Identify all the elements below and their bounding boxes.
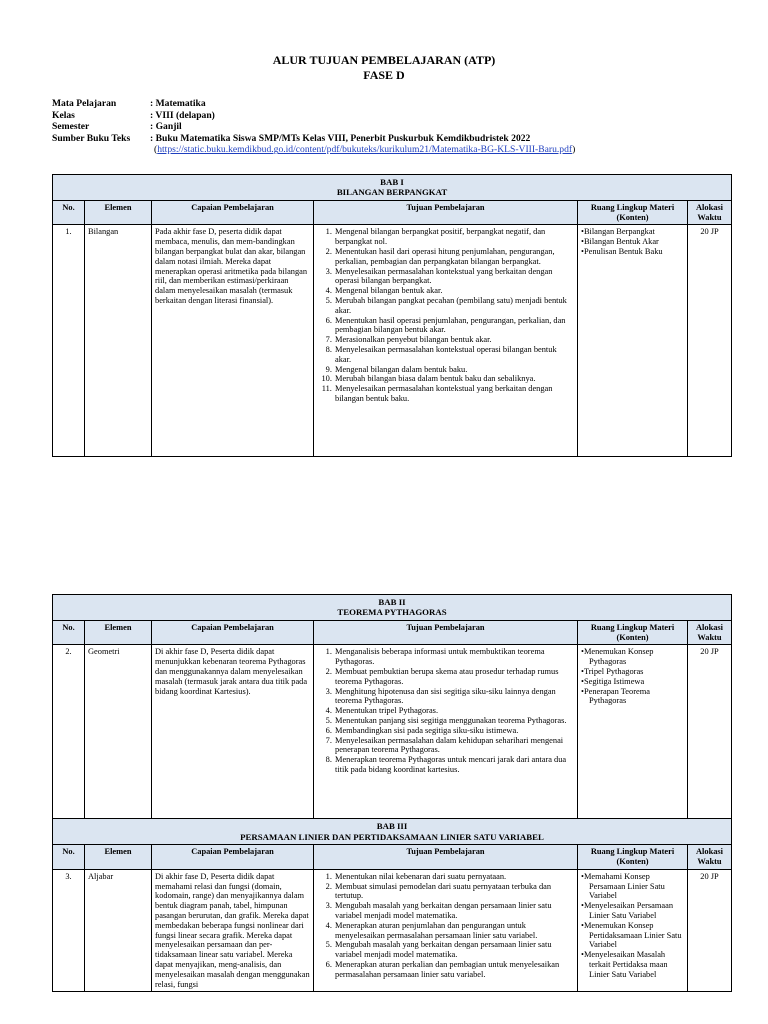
list-item: 8. Menerapkan teorema Pythagoras untuk mencari jarak dari antara dua titik pada bidang koordinat kartesius. — [334, 755, 574, 775]
list-item: 1. Menentukan nilai kebenaran dari suatu pernyataan. — [334, 872, 574, 882]
meta-value: : Buku Matematika Siswa SMP/MTs Kelas VIII, Penerbit Puskurbuk Kemdikbudristek 2022 — [150, 132, 531, 144]
meta-key: Sumber Buku Teks — [52, 132, 131, 144]
row-no: 3. — [53, 869, 85, 992]
row-tujuan — [314, 225, 578, 457]
list-item: • Menemukan Konsep Pythagoras — [581, 647, 684, 667]
list-item: 6. Menerapkan aturan perkalian dan pembagian untuk menyelesaikan permasalahan persamaan linier satu variabel. — [334, 960, 574, 980]
table-row — [53, 225, 732, 457]
list-item: • Bilangan Bentuk Akar — [581, 237, 684, 247]
row-alokasi: 20 JP — [688, 645, 732, 819]
list-item: • Memahami Konsep Persamaan Linier Satu Variabel — [581, 872, 684, 901]
bab-number: BAB III — [376, 821, 408, 832]
list-item: 11. Menyelesaikan permasalahan kontekstual yang berkaitan dengan bilangan bentuk baku. — [334, 384, 574, 404]
bab-name: PERSAMAAN LINIER DAN PERTIDAKSAMAAN LINIER SATU VARIABEL — [240, 831, 544, 842]
meta-value: : VIII (delapan) — [150, 109, 215, 121]
header-alokasi: Alokasi Waktu — [688, 200, 732, 225]
list-item: • Segitiga Istimewa — [581, 677, 684, 687]
bab-name: TEOREMA PYTHAGORAS — [337, 607, 447, 618]
row-capaian: Di akhir fase D, Peserta didik dapat memahami relasi dan fungsi (domain, kodomain, range) dan menyajikannya dalam bentuk diagram panah, tabel, himpunan pasangan berurutan, dan grafik. Mereka dapat membedakan beberapa fungsi nonlinear dari fungsi linear secara grafik. Mereka dapat menyelesaikan persamaan dan per-tidaksamaan linear satu variabel. Mereka dapat menyajikan, meng-analisis, dan menyelesaikan masalah dengan menggunakan relasi, fungsi — [152, 869, 314, 992]
tujuan-list — [317, 227, 574, 403]
list-item: 6. Menentukan hasil operasi penjumlahan, pengurangan, perkalian, dan pembagian bilangan bentuk akar. — [334, 316, 574, 336]
list-item: • Penerapan Teorema Pythagoras — [581, 687, 684, 707]
header-tujuan: Tujuan Pembelajaran — [314, 845, 578, 870]
list-item: 4. Menerapkan aturan penjumlahan dan pengurangan untuk menyelesaikan permasalahan persamaan linier satu variabel. — [334, 921, 574, 941]
bab-heading — [53, 595, 732, 621]
header-capaian: Capaian Pembelajaran — [152, 200, 314, 225]
link-open-paren: ( — [154, 144, 158, 156]
row-no: 2. — [53, 645, 85, 819]
bab-2-3-table — [52, 594, 732, 992]
ruang-lingkup-list — [581, 227, 684, 256]
meta-value: : Ganjil — [150, 121, 182, 133]
header-ruang-lingkup: Ruang Lingkup Materi (Konten) — [578, 620, 688, 645]
header-elemen: Elemen — [85, 845, 152, 870]
header-elemen: Elemen — [85, 200, 152, 225]
meta-row — [52, 133, 575, 145]
header-no: No. — [53, 845, 85, 870]
list-item: 5. Menentukan panjang sisi segitiga menggunakan teorema Pythagoras. — [334, 716, 574, 726]
row-elemen: Bilangan — [85, 225, 152, 457]
row-tujuan — [314, 645, 578, 819]
source-book-link[interactable]: https://static.buku.kemdikbud.go.id/content/pdf/bukuteks/kurikulum21/Matematika-BG-KLS-VIII-Baru.pdf — [157, 144, 573, 156]
list-item: 3. Menyelesaikan permasalahan kontekstual yang berkaitan dengan operasi bilangan berpangkat. — [334, 267, 574, 287]
meta-row — [52, 121, 575, 133]
list-item: 4. Menentukan tripel Pythagoras. — [334, 706, 574, 716]
header-tujuan: Tujuan Pembelajaran — [314, 620, 578, 645]
bab-1-table — [52, 174, 732, 457]
bab-name: BILANGAN BERPANGKAT — [336, 187, 448, 198]
header-capaian: Capaian Pembelajaran — [152, 845, 314, 870]
list-item: • Menyelesaikan Persamaan Linier Satu Variabel — [581, 901, 684, 921]
list-item: 8. Menyelesaikan permasalahan kontekstual operasi bilangan bentuk akar. — [334, 345, 574, 365]
ruang-lingkup-list — [581, 872, 684, 980]
link-close-paren: ) — [572, 144, 576, 156]
meta-value: : Matematika — [150, 98, 206, 109]
row-tujuan — [314, 869, 578, 992]
list-item: 10. Merubah bilangan biasa dalam bentuk baku dan sebaliknya. — [334, 374, 574, 384]
list-item: 7. Menyelesaikan permasalahan dalam kehidupan seharihari mengenai penerapan teorema Pythagoras. — [334, 736, 574, 756]
list-item: • Menemukan Konsep Pertidaksamaan Linier Satu Variabel — [581, 921, 684, 950]
list-item: • Menyelesaikan Masalah terkait Pertidaksa maan Linier Satu Variabel — [581, 950, 684, 979]
list-item: • Bilangan Berpangkat — [581, 227, 684, 237]
header-capaian: Capaian Pembelajaran — [152, 620, 314, 645]
tujuan-list — [317, 872, 574, 980]
ruang-lingkup-list — [581, 647, 684, 706]
header-alokasi: Alokasi Waktu — [688, 620, 732, 645]
list-item: • Tripel Pythagoras — [581, 667, 684, 677]
row-no: 1. — [53, 225, 85, 457]
list-item: 5. Merubah bilangan pangkat pecahan (pembilang satu) menjadi bentuk akar. — [334, 296, 574, 316]
tujuan-list — [317, 647, 574, 774]
bab-number: BAB II — [378, 597, 406, 607]
row-capaian: Di akhir fase D, Peserta didik dapat menunjukkan kebenaran teorema Pythagoras dan menggunakannya dalam menyelesaikan masalah (termasuk jarak antara dua titik pada bidang koordinat Kartesius). — [152, 645, 314, 819]
list-item: 1. Mengenal bilangan berpangkat positif, berpangkat negatif, dan berpangkat nol. — [334, 227, 574, 247]
list-item: 3. Mengubah masalah yang berkaitan dengan persamaan linier satu variabel menjadi model matematika. — [334, 901, 574, 921]
header-alokasi: Alokasi Waktu — [688, 845, 732, 870]
list-item: 1. Menganalisis beberapa informasi untuk membuktikan teorema Pythagoras. — [334, 647, 574, 667]
list-item: 2. Membuat pembuktian berupa skema atau prosedur terhadap rumus teorema Pythagoras. — [334, 667, 574, 687]
header-tujuan: Tujuan Pembelajaran — [314, 200, 578, 225]
meta-row — [52, 98, 575, 110]
row-alokasi: 20 JP — [688, 869, 732, 992]
meta-key: Semester — [52, 121, 90, 133]
meta-row — [52, 110, 575, 122]
row-ruang-lingkup — [578, 645, 688, 819]
list-item: 4. Mengenal bilangan bentuk akar. — [334, 286, 574, 296]
header-ruang-lingkup: Ruang Lingkup Materi (Konten) — [578, 200, 688, 225]
meta-key: Mata Pelajaran — [52, 98, 117, 109]
row-alokasi: 20 JP — [688, 225, 732, 457]
meta-key: Kelas — [52, 109, 75, 121]
metadata-block — [52, 98, 575, 156]
list-item: 3. Menghitung hipotenusa dan sisi segitiga siku-siku lainnya dengan teorema Pythagoras. — [334, 687, 574, 707]
table-row — [53, 869, 732, 992]
header-no: No. — [53, 620, 85, 645]
list-item: 5. Mengubah masalah yang berkaitan dengan persamaan linier satu variabel menjadi model matematika. — [334, 940, 574, 960]
document-title: ALUR TUJUAN PEMBELAJARAN (ATP) — [272, 53, 496, 67]
document-subtitle: FASE D — [363, 68, 405, 82]
list-item: • Penulisan Bentuk Baku — [581, 247, 684, 257]
list-item: 6. Membandingkan sisi pada segitiga siku-siku istimewa. — [334, 726, 574, 736]
row-ruang-lingkup — [578, 869, 688, 992]
bab-number: BAB I — [380, 177, 404, 187]
header-ruang-lingkup: Ruang Lingkup Materi (Konten) — [578, 845, 688, 870]
row-ruang-lingkup — [578, 225, 688, 457]
list-item: 7. Merasionalkan penyebut bilangan bentuk akar. — [334, 335, 574, 345]
table-row — [53, 645, 732, 819]
list-item: 2. Menentukan hasil dari operasi hitung penjumlahan, pengurangan, perkalian, pembagian dan perpangkatan bilangan berpangkat. — [334, 247, 574, 267]
row-elemen: Aljabar — [85, 869, 152, 992]
bab-heading — [53, 175, 732, 201]
bab-heading — [53, 819, 732, 845]
row-capaian: Pada akhir fase D, peserta didik dapat membaca, menulis, dan mem-bandingkan bilangan berpangkat bulat dan akar, bilangan dalam notasi ilmiah. Mereka dapat menerapkan operasi aritmetika pada bilangan riil, dan memberikan estimasi/perkiraan dalam menyelesaikan masalah (termasuk berkaitan dengan literasi finansial). — [152, 225, 314, 457]
header-no: No. — [53, 200, 85, 225]
source-link-line — [52, 144, 575, 156]
list-item: 2. Membuat simulasi pemodelan dari suatu pernyataan terbuka dan tertutup. — [334, 882, 574, 902]
list-item: 9. Mengenal bilangan dalam bentuk baku. — [334, 365, 574, 375]
row-elemen: Geometri — [85, 645, 152, 819]
header-elemen: Elemen — [85, 620, 152, 645]
